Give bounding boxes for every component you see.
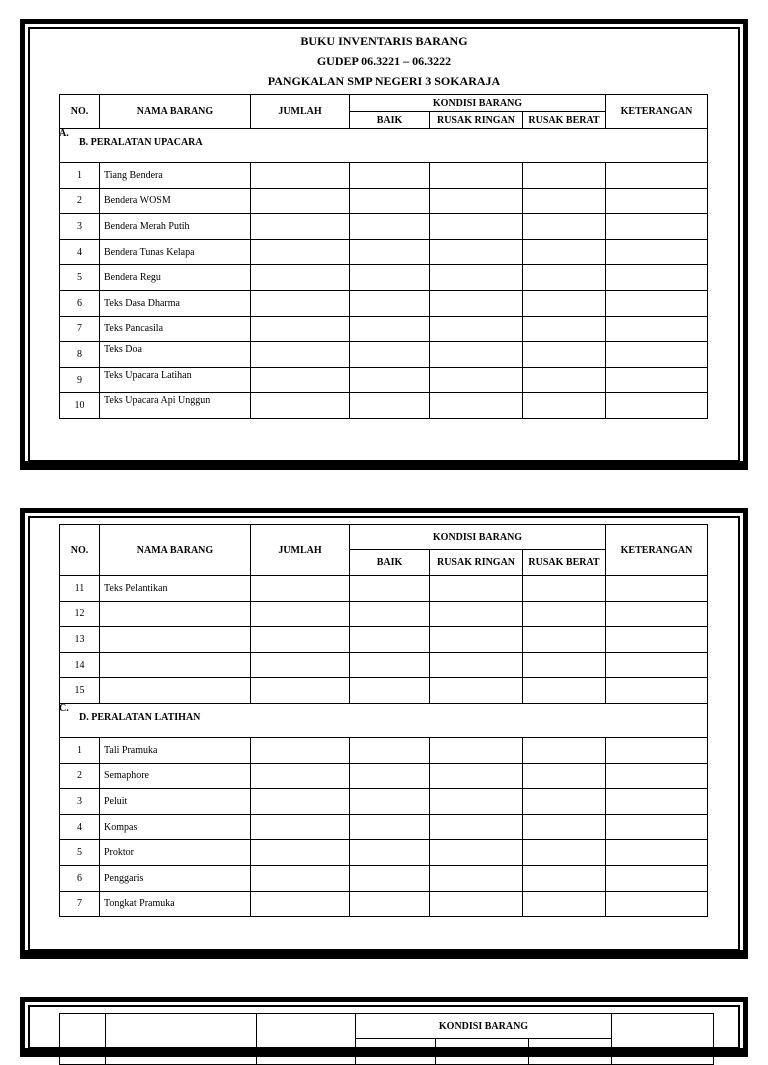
row-number: 5 xyxy=(60,265,100,291)
jumlah-cell xyxy=(251,789,350,815)
rusak-berat-cell xyxy=(523,214,606,240)
jumlah-cell xyxy=(251,763,350,789)
keterangan-cell xyxy=(606,239,708,265)
inventory-table-2 xyxy=(59,524,708,917)
keterangan-cell xyxy=(606,290,708,316)
jumlah-cell xyxy=(251,601,350,627)
rusak-berat-cell xyxy=(523,814,606,840)
item-name: Tiang Bendera xyxy=(100,163,251,189)
rusak-ringan-cell xyxy=(430,576,523,602)
baik-cell xyxy=(350,393,430,419)
rusak-berat-cell xyxy=(523,840,606,866)
table-row xyxy=(60,891,708,917)
baik-cell xyxy=(350,367,430,393)
rusak-berat-cell xyxy=(523,367,606,393)
item-name xyxy=(100,678,251,704)
rusak-ringan-cell xyxy=(430,342,523,368)
table-row xyxy=(60,163,708,189)
section-row xyxy=(60,129,708,163)
rusak-berat-cell xyxy=(523,576,606,602)
rusak-ringan-cell xyxy=(430,763,523,789)
section-letter: A. xyxy=(59,128,69,139)
keterangan-cell xyxy=(606,678,708,704)
table-row xyxy=(60,652,708,678)
jumlah-cell xyxy=(251,367,350,393)
item-name xyxy=(100,601,251,627)
pangkalan-line: PANGKALAN SMP NEGERI 3 SOKARAJA xyxy=(267,74,501,88)
rusak-berat-cell xyxy=(523,627,606,653)
keterangan-cell xyxy=(606,576,708,602)
item-name: Teks Pelantikan xyxy=(100,576,251,602)
row-number: 13 xyxy=(60,627,100,653)
col-header-no: NO. xyxy=(60,525,100,576)
baik-cell xyxy=(350,652,430,678)
rusak-berat-cell xyxy=(523,865,606,891)
jumlah-cell xyxy=(251,678,350,704)
jumlah-cell xyxy=(251,840,350,866)
rusak-berat-cell xyxy=(523,763,606,789)
table-row xyxy=(60,814,708,840)
keterangan-cell xyxy=(606,763,708,789)
col-header-rusak-ringan: RUSAK RINGAN xyxy=(430,112,523,129)
jumlah-cell xyxy=(251,239,350,265)
col-header-baik xyxy=(356,1039,436,1065)
baik-cell xyxy=(350,627,430,653)
keterangan-cell xyxy=(606,814,708,840)
col-header-keterangan: KETERANGAN xyxy=(606,95,708,129)
rusak-berat-cell xyxy=(523,393,606,419)
row-number: 2 xyxy=(60,763,100,789)
keterangan-cell xyxy=(606,652,708,678)
rusak-berat-cell xyxy=(523,652,606,678)
jumlah-cell xyxy=(251,290,350,316)
section-title: D. PERALATAN LATIHAN xyxy=(79,711,201,723)
item-name: Bendera Tunas Kelapa xyxy=(100,239,251,265)
rusak-ringan-cell xyxy=(430,367,523,393)
table-row xyxy=(60,367,708,393)
jumlah-cell xyxy=(251,163,350,189)
baik-cell xyxy=(350,891,430,917)
row-number: 2 xyxy=(60,188,100,214)
item-name: Tongkat Pramuka xyxy=(100,891,251,917)
item-name: Teks Pancasila xyxy=(100,316,251,342)
col-header-nama xyxy=(106,1014,257,1065)
item-name: Bendera Regu xyxy=(100,265,251,291)
row-number: 6 xyxy=(60,290,100,316)
table-row xyxy=(60,188,708,214)
table-row xyxy=(60,678,708,704)
jumlah-cell xyxy=(251,342,350,368)
jumlah-cell xyxy=(251,188,350,214)
row-number: 4 xyxy=(60,814,100,840)
item-name: Kompas xyxy=(100,814,251,840)
row-number: 3 xyxy=(60,789,100,815)
keterangan-cell xyxy=(606,789,708,815)
table-row xyxy=(60,865,708,891)
keterangan-cell xyxy=(606,316,708,342)
row-number: 11 xyxy=(60,576,100,602)
row-number: 10 xyxy=(60,393,100,419)
rusak-ringan-cell xyxy=(430,393,523,419)
row-number: 8 xyxy=(60,342,100,368)
keterangan-cell xyxy=(606,393,708,419)
col-header-rusak-ringan xyxy=(436,1039,529,1065)
col-header-jumlah: JUMLAH xyxy=(251,95,350,129)
baik-cell xyxy=(350,737,430,763)
baik-cell xyxy=(350,316,430,342)
keterangan-cell xyxy=(606,865,708,891)
table-row xyxy=(60,627,708,653)
baik-cell xyxy=(350,678,430,704)
table-row xyxy=(60,737,708,763)
col-header-baik: BAIK xyxy=(350,550,430,576)
item-name xyxy=(100,652,251,678)
rusak-ringan-cell xyxy=(430,265,523,291)
col-header-keterangan xyxy=(612,1014,714,1065)
row-number: 5 xyxy=(60,840,100,866)
rusak-ringan-cell xyxy=(430,214,523,240)
baik-cell xyxy=(350,163,430,189)
row-number: 7 xyxy=(60,316,100,342)
keterangan-cell xyxy=(606,188,708,214)
row-number: 9 xyxy=(60,367,100,393)
rusak-ringan-cell xyxy=(430,678,523,704)
item-name: Semaphore xyxy=(100,763,251,789)
inventory-page-3 xyxy=(20,997,748,1057)
table-row xyxy=(60,763,708,789)
table-row xyxy=(60,316,708,342)
col-header-jumlah: JUMLAH xyxy=(251,525,350,576)
table-row xyxy=(60,342,708,368)
rusak-ringan-cell xyxy=(430,627,523,653)
table-header-row xyxy=(60,525,708,550)
rusak-ringan-cell xyxy=(430,814,523,840)
baik-cell xyxy=(350,342,430,368)
rusak-ringan-cell xyxy=(430,652,523,678)
document-title: BUKU INVENTARIS BARANG xyxy=(300,34,468,48)
col-header-rusak-berat xyxy=(529,1039,612,1065)
rusak-ringan-cell xyxy=(430,163,523,189)
section-cell xyxy=(60,129,708,163)
baik-cell xyxy=(350,789,430,815)
item-name: Teks Dasa Dharma xyxy=(100,290,251,316)
col-header-rusak-ringan: RUSAK RINGAN xyxy=(430,550,523,576)
rusak-ringan-cell xyxy=(430,290,523,316)
row-number: 6 xyxy=(60,865,100,891)
jumlah-cell xyxy=(251,652,350,678)
rusak-berat-cell xyxy=(523,789,606,815)
row-number: 7 xyxy=(60,891,100,917)
section-title: B. PERALATAN UPACARA xyxy=(79,137,203,148)
rusak-ringan-cell xyxy=(430,891,523,917)
rusak-ringan-cell xyxy=(430,737,523,763)
inventory-page-2 xyxy=(20,508,748,959)
rusak-ringan-cell xyxy=(430,239,523,265)
rusak-berat-cell xyxy=(523,163,606,189)
rusak-ringan-cell xyxy=(430,840,523,866)
rusak-berat-cell xyxy=(523,188,606,214)
row-number: 4 xyxy=(60,239,100,265)
table-row xyxy=(60,214,708,240)
jumlah-cell xyxy=(251,865,350,891)
baik-cell xyxy=(350,601,430,627)
keterangan-cell xyxy=(606,367,708,393)
keterangan-cell xyxy=(606,627,708,653)
item-name: Penggaris xyxy=(100,865,251,891)
col-header-rusak-berat: RUSAK BERAT xyxy=(523,112,606,129)
item-name: Teks Upacara Api Unggun xyxy=(100,393,251,419)
jumlah-cell xyxy=(251,214,350,240)
inventory-page-1 xyxy=(20,19,748,470)
row-number: 12 xyxy=(60,601,100,627)
item-name: Teks Upacara Latihan xyxy=(100,367,251,393)
baik-cell xyxy=(350,214,430,240)
jumlah-cell xyxy=(251,737,350,763)
rusak-berat-cell xyxy=(523,737,606,763)
keterangan-cell xyxy=(606,163,708,189)
baik-cell xyxy=(350,763,430,789)
jumlah-cell xyxy=(251,576,350,602)
col-header-kondisi: KONDISI BARANG xyxy=(350,525,606,550)
rusak-berat-cell xyxy=(523,342,606,368)
keterangan-cell xyxy=(606,737,708,763)
jumlah-cell xyxy=(251,814,350,840)
jumlah-cell xyxy=(251,891,350,917)
row-number: 15 xyxy=(60,678,100,704)
jumlah-cell xyxy=(251,393,350,419)
item-name: Teks Doa xyxy=(100,342,251,368)
col-header-keterangan: KETERANGAN xyxy=(606,525,708,576)
baik-cell xyxy=(350,576,430,602)
col-header-rusak-berat: RUSAK BERAT xyxy=(523,550,606,576)
item-name: Tali Pramuka xyxy=(100,737,251,763)
table-row xyxy=(60,393,708,419)
table-row xyxy=(60,789,708,815)
rusak-berat-cell xyxy=(523,316,606,342)
col-header-nama: NAMA BARANG xyxy=(100,525,251,576)
baik-cell xyxy=(350,814,430,840)
inventory-table-1 xyxy=(59,94,708,419)
keterangan-cell xyxy=(606,840,708,866)
keterangan-cell xyxy=(606,342,708,368)
row-number: 1 xyxy=(60,163,100,189)
item-name: Bendera Merah Putih xyxy=(100,214,251,240)
rusak-berat-cell xyxy=(523,239,606,265)
rusak-berat-cell xyxy=(523,290,606,316)
baik-cell xyxy=(350,865,430,891)
jumlah-cell xyxy=(251,627,350,653)
col-header-nama: NAMA BARANG xyxy=(100,95,251,129)
col-header-no xyxy=(60,1014,106,1065)
table-row xyxy=(60,265,708,291)
col-header-kondisi: KONDISI BARANG xyxy=(356,1014,612,1039)
rusak-ringan-cell xyxy=(430,865,523,891)
item-name: Peluit xyxy=(100,789,251,815)
item-name: Proktor xyxy=(100,840,251,866)
table-row xyxy=(60,601,708,627)
table-header-row xyxy=(60,95,708,112)
table-row xyxy=(60,239,708,265)
keterangan-cell xyxy=(606,601,708,627)
baik-cell xyxy=(350,265,430,291)
rusak-ringan-cell xyxy=(430,789,523,815)
inventory-table-3 xyxy=(59,1013,714,1065)
rusak-berat-cell xyxy=(523,265,606,291)
rusak-ringan-cell xyxy=(430,316,523,342)
section-row xyxy=(60,703,708,737)
baik-cell xyxy=(350,188,430,214)
row-number: 1 xyxy=(60,737,100,763)
table-row xyxy=(60,290,708,316)
baik-cell xyxy=(350,840,430,866)
item-name: Bendera WOSM xyxy=(100,188,251,214)
table-row xyxy=(60,840,708,866)
rusak-berat-cell xyxy=(523,891,606,917)
rusak-berat-cell xyxy=(523,601,606,627)
keterangan-cell xyxy=(606,891,708,917)
rusak-berat-cell xyxy=(523,678,606,704)
jumlah-cell xyxy=(251,265,350,291)
table-row xyxy=(60,576,708,602)
baik-cell xyxy=(350,290,430,316)
table-header-row xyxy=(60,1014,714,1039)
rusak-ringan-cell xyxy=(430,601,523,627)
col-header-no: NO. xyxy=(60,95,100,129)
keterangan-cell xyxy=(606,214,708,240)
col-header-baik: BAIK xyxy=(350,112,430,129)
section-cell xyxy=(60,703,708,737)
gudep-line: GUDEP 06.3221 – 06.3222 xyxy=(316,54,452,68)
col-header-kondisi: KONDISI BARANG xyxy=(350,95,606,112)
col-header-jumlah xyxy=(257,1014,356,1065)
section-letter: C. xyxy=(59,702,69,714)
item-name xyxy=(100,627,251,653)
keterangan-cell xyxy=(606,265,708,291)
rusak-ringan-cell xyxy=(430,188,523,214)
baik-cell xyxy=(350,239,430,265)
row-number: 14 xyxy=(60,652,100,678)
row-number: 3 xyxy=(60,214,100,240)
jumlah-cell xyxy=(251,316,350,342)
